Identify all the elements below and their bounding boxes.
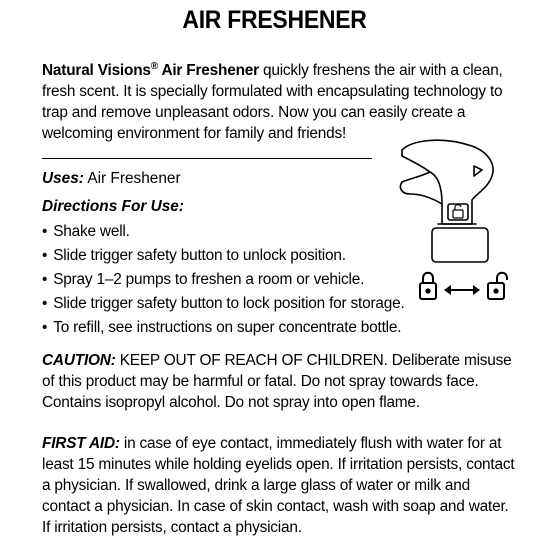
list-item: • Spray 1–2 pumps to freshen a room or vehicle. (42, 268, 405, 292)
first-aid-paragraph (42, 433, 517, 538)
uses-label: Uses: (42, 170, 84, 187)
list-item: • Slide trigger safety button to lock position for storage. (42, 292, 405, 316)
list-item: • Slide trigger safety button to unlock position. (42, 244, 405, 268)
spray-bottle-icon (392, 132, 532, 272)
caution-text: KEEP OUT OF REACH OF CHILDREN. Deliberate misuse of this product may be harmful or fatal. Do not spray towards face. Contains isopropyl alcohol. Do not spray into open flame. (42, 352, 512, 411)
product-name: Air Freshener (157, 62, 259, 80)
registered-mark: ® (150, 61, 158, 72)
intro-text: quickly freshens the air with a clean, fresh scent. It is specially formulated with encapsulating technology to trap and remove unpleasant odors. Now you can easily create a welcoming environment for family and friends! (42, 62, 503, 143)
first-aid-text: in case of eye contact, immediately flush with water for at least 15 minutes while holding eyelids open. If irritation persists, contact a physician. If swallowed, drink a large glass of water or milk and contact a physician. In case of skin contact, wash with soap and water. If irritation persists, contact a physician. (42, 435, 515, 536)
lock-unlock-icon (418, 270, 510, 304)
directions-heading: Directions For Use: (42, 198, 184, 215)
brand-name: Natural Visions (42, 62, 151, 80)
list-item: • Shake well. (42, 220, 405, 244)
directions-list (42, 220, 405, 340)
caution-paragraph (42, 350, 517, 413)
divider (42, 158, 372, 159)
caution-label: CAUTION: (42, 352, 116, 369)
intro-paragraph (42, 56, 512, 144)
page-title: AIR FRESHENER (182, 6, 367, 34)
uses-value: Air Freshener (83, 170, 181, 187)
uses-line (42, 170, 181, 188)
first-aid-label: FIRST AID: (42, 435, 120, 452)
list-item: • To refill, see instructions on super concentrate bottle. (42, 316, 405, 340)
